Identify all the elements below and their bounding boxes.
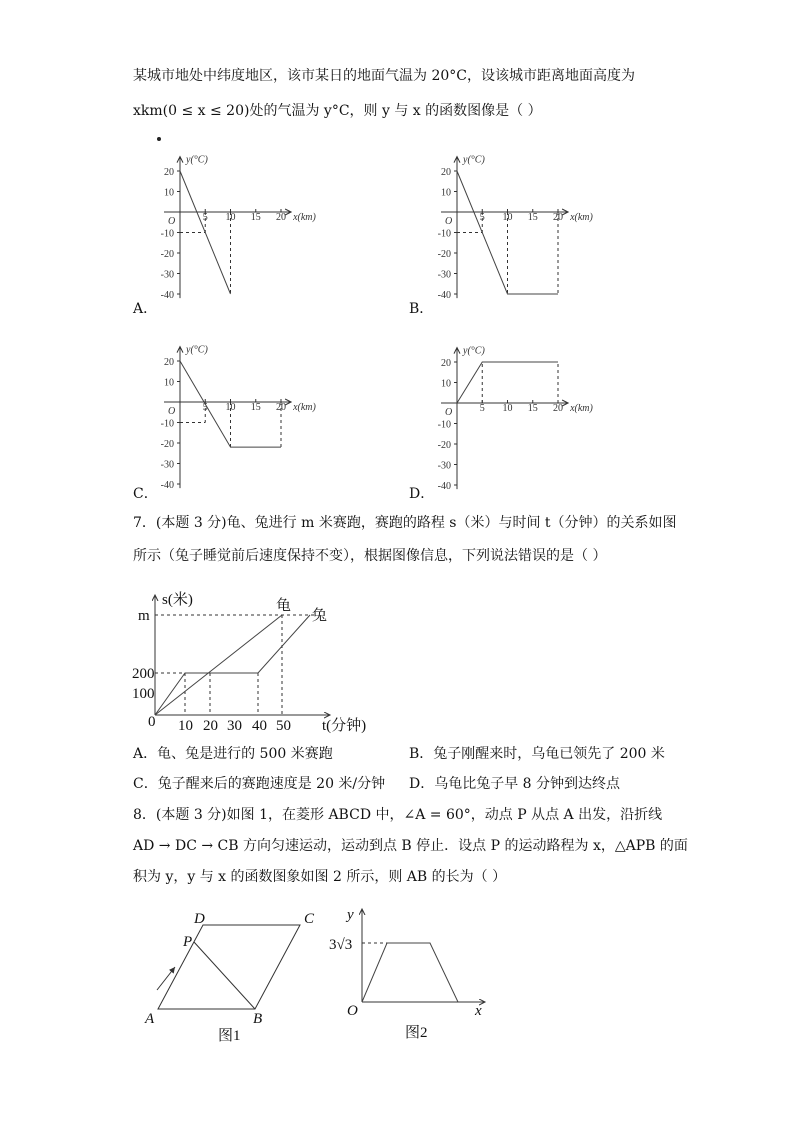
ytick-label: 10 — [164, 377, 174, 389]
ytick-label: -20 — [437, 249, 451, 260]
x-axis-label: x(km) — [293, 402, 316, 413]
xtick-30: 30 — [227, 718, 242, 734]
turtle-label: 龟 — [276, 598, 292, 614]
vertex-d: D — [194, 911, 205, 927]
q7-text-line-2: 所示（兔子睡觉前后速度保持不变），根据图像信息，下列说法错误的是（ ） — [133, 548, 607, 564]
xtick-label: 10 — [502, 212, 513, 223]
x-axis-label: t(分钟) — [322, 718, 367, 734]
q7-option-a[interactable]: A．龟、兔是进行的 500 米赛跑 — [133, 746, 333, 762]
y-axis-label: y(°C) — [186, 154, 208, 166]
y-axis-label: y(°C) — [463, 345, 485, 357]
q6-option-c[interactable]: C． — [133, 486, 158, 502]
ytick-label: -30 — [160, 269, 174, 281]
xtick-label: 15 — [527, 403, 538, 414]
xtick-label: 20 — [276, 212, 286, 223]
ytick-label: -20 — [160, 249, 174, 260]
rabbit-label: 兔 — [312, 608, 328, 624]
xtick-label: 10 — [225, 402, 236, 413]
xtick-label: 5 — [479, 403, 485, 414]
xtick-label: 15 — [250, 402, 261, 413]
ytick-label: 10 — [441, 378, 451, 390]
q6-chart-b — [407, 140, 597, 300]
q6-chart-c — [130, 330, 320, 490]
q7-option-d[interactable]: D．乌龟比兔子早 8 分钟到达终点 — [409, 776, 621, 792]
x-axis-label: x(km) — [570, 212, 593, 223]
q6-option-a[interactable]: A． — [133, 301, 158, 317]
y-axis-label: s(米) — [162, 592, 193, 608]
ytick-label: 20 — [441, 358, 451, 369]
ytick-label: 20 — [164, 357, 174, 368]
turtle-line — [155, 615, 282, 715]
origin-label: O — [347, 1003, 358, 1019]
figure-1-caption: 图1 — [218, 1028, 241, 1044]
ytick-label: -10 — [437, 228, 451, 240]
q6-option-d[interactable]: D． — [409, 486, 435, 502]
origin-label: O — [168, 216, 176, 227]
xtick-50: 50 — [276, 718, 291, 734]
vertex-c: C — [304, 911, 315, 927]
q7-option-b[interactable]: B．兔子刚醒来时，乌龟已领先了 200 米 — [409, 746, 665, 762]
direction-arrow — [157, 967, 175, 990]
vertex-b: B — [253, 1011, 263, 1027]
xtick-10: 10 — [178, 718, 193, 734]
ytick-label: 20 — [164, 167, 174, 178]
x-axis-label: x(km) — [293, 212, 316, 223]
ytick-label: -30 — [160, 459, 174, 471]
xtick-label: 15 — [250, 212, 261, 223]
xtick-label: 20 — [276, 402, 286, 413]
y-axis-label: y(°C) — [463, 154, 485, 166]
q8-text-line-2: AD → DC → CB 方向匀速运动，运动到点 B 停止．设点 P 的运动路程为 x，△APB 的面 — [133, 838, 688, 854]
q7-text-line-1: 7．(本题 3 分)龟、兔进行 m 米赛跑，赛跑的路程 s（米）与时间 t（分钟）的关系如图 — [133, 515, 677, 531]
ytick-100: 100 — [132, 686, 155, 702]
peak-value-label: 3√3 — [329, 937, 353, 953]
origin-label: O — [168, 406, 176, 417]
xtick-label: 5 — [479, 212, 485, 223]
xtick-label: 10 — [225, 212, 236, 223]
q6-option-b[interactable]: B． — [409, 301, 434, 317]
xtick-label: 20 — [553, 212, 563, 223]
q6-chart-d — [407, 338, 597, 498]
y-axis-label: y(°C) — [186, 344, 208, 356]
ytick-label: -40 — [160, 290, 174, 301]
question-intro-line-2: xkm(0 ≤ x ≤ 20)处的气温为 y°C，则 y 与 x 的函数图像是（ ） — [133, 103, 542, 119]
point-p: P — [183, 934, 193, 950]
q8-text-line-1: 8．(本题 3 分)如图 1，在菱形 ABCD 中，∠A = 60°，动点 P 从点 A 出发，沿折线 — [133, 807, 663, 823]
xtick-20: 20 — [203, 718, 218, 734]
rabbit-line — [155, 615, 310, 715]
ytick-label: 10 — [164, 187, 174, 199]
vertex-a: A — [145, 1011, 155, 1027]
xtick-label: 15 — [527, 212, 538, 223]
ytick-label: 10 — [441, 187, 451, 199]
xtick-40: 40 — [252, 718, 267, 734]
trapezoid-line — [362, 943, 458, 1002]
q8-figure-1-rhombus — [140, 905, 330, 1050]
ytick-label: -30 — [437, 269, 451, 281]
segment-pb — [194, 942, 255, 1009]
ytick-label: -30 — [437, 460, 451, 472]
q7-option-c[interactable]: C．兔子醒来后的赛跑速度是 20 米/分钟 — [133, 776, 386, 792]
ytick-label: -10 — [160, 228, 174, 240]
ytick-label: 20 — [441, 167, 451, 178]
ytick-label: -40 — [437, 481, 451, 492]
ytick-label: -10 — [437, 419, 451, 431]
q7-race-chart — [130, 590, 390, 740]
ytick-label: -10 — [160, 418, 174, 430]
q8-figure-2-graph — [325, 905, 495, 1045]
ytick-200: 200 — [132, 666, 155, 682]
origin-label: 0 — [148, 714, 156, 730]
x-axis-label: x(km) — [570, 403, 593, 414]
xtick-label: 10 — [502, 403, 513, 414]
rhombus-abcd — [158, 925, 300, 1009]
x-axis-label: x — [475, 1003, 482, 1019]
xtick-label: 5 — [202, 212, 208, 223]
xtick-label: 20 — [553, 403, 563, 414]
question-intro-line-1: 某城市地处中纬度地区，该市某日的地面气温为 20°C，设该城市距离地面高度为 — [133, 68, 635, 84]
figure-2-caption: 图2 — [405, 1025, 428, 1041]
m-label: m — [138, 608, 150, 624]
origin-label: O — [445, 216, 453, 227]
q6-chart-a — [130, 140, 320, 300]
ytick-label: -40 — [437, 290, 451, 301]
ytick-label: -20 — [160, 439, 174, 450]
q8-text-line-3: 积为 y，y 与 x 的函数图象如图 2 所示，则 AB 的长为（ ） — [133, 869, 507, 885]
ytick-label: -40 — [160, 480, 174, 491]
y-axis-label: y — [347, 907, 354, 923]
xtick-label: 5 — [202, 402, 208, 413]
series-line — [457, 362, 558, 403]
ytick-label: -20 — [437, 440, 451, 451]
origin-label: O — [445, 407, 453, 418]
